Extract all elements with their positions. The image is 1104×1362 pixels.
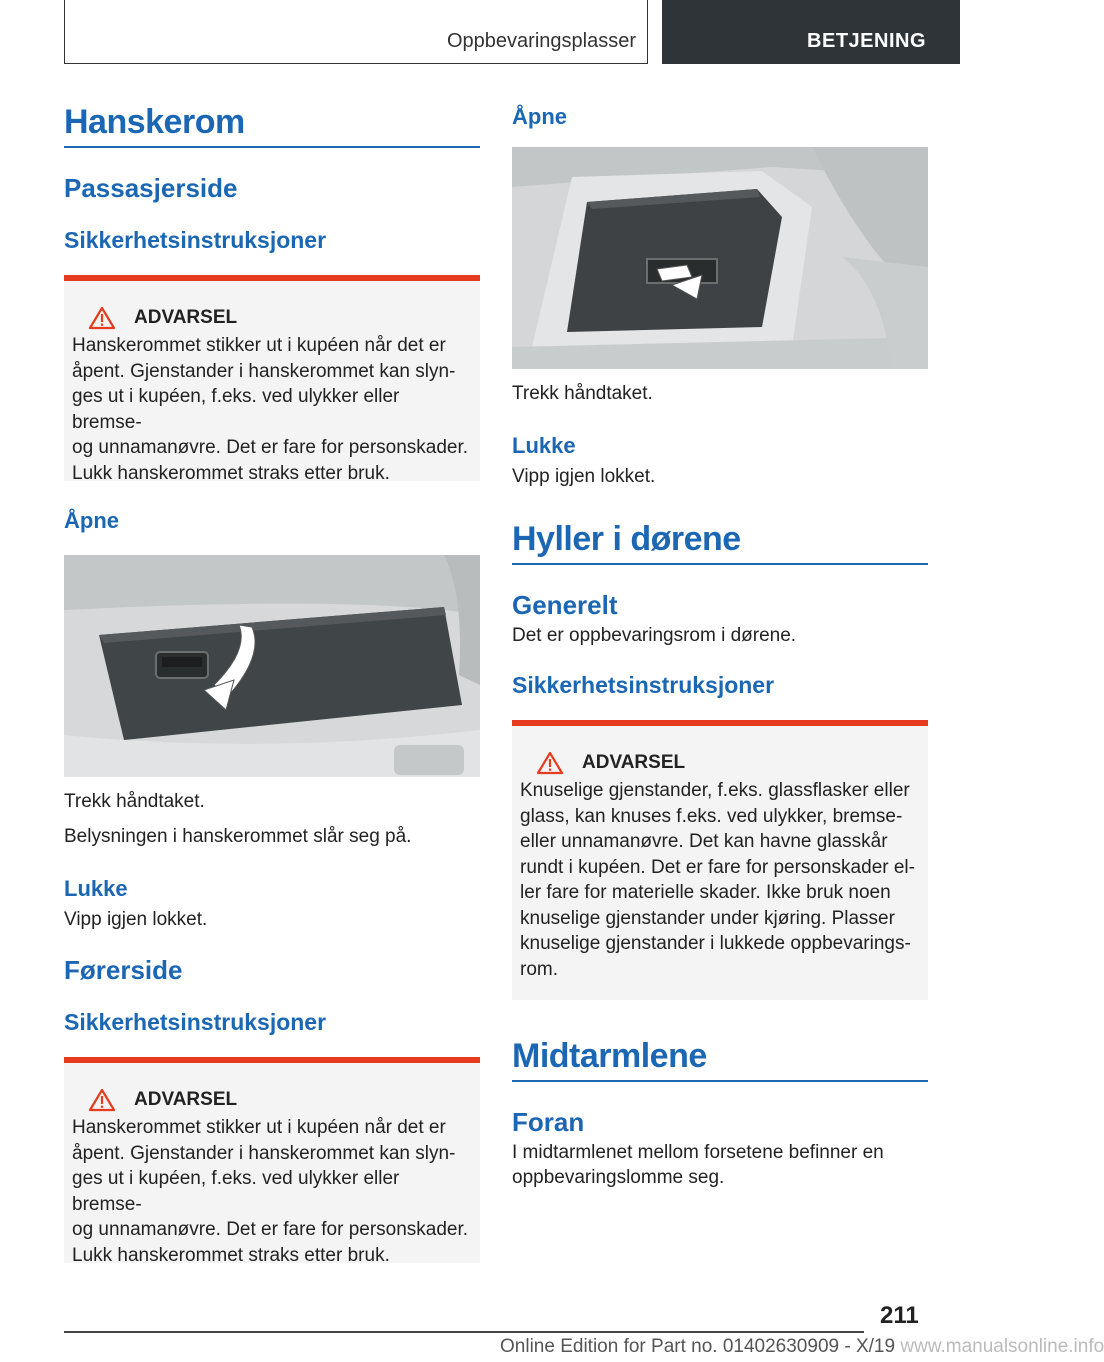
warning-line: Lukk hanskerommet straks etter bruk.	[72, 462, 390, 484]
warning-line: rom.	[520, 958, 558, 980]
warning-header	[520, 748, 920, 778]
close-instruction: Vipp igjen lokket.	[512, 466, 656, 487]
footer-edition	[500, 1336, 1104, 1358]
left-column	[64, 100, 480, 1266]
right-column	[512, 100, 928, 1190]
heading-safety-instructions: Sikkerhetsinstruksjoner	[64, 227, 327, 253]
front-text-line: I midtarmlenet mellom forsetene befinner en	[512, 1142, 884, 1163]
section-title-door-shelves: Hyller i dørene	[512, 520, 741, 558]
footer-rule	[64, 1331, 864, 1333]
section-title-center-armrest: Midtarmlene	[512, 1037, 707, 1075]
general-text: Det er oppbevaringsrom i dørene.	[512, 625, 797, 646]
front-text	[512, 1140, 928, 1190]
section-title-glovebox: Hanskerom	[64, 103, 245, 141]
warning-line: åpent. Gjenstander i hanskerommet kan slyn-	[72, 1142, 456, 1164]
warning-line: Hanskerommet stikker ut i kupéen når det er	[72, 335, 446, 356]
heading-open: Åpne	[512, 104, 567, 129]
heading-open: Åpne	[64, 508, 119, 533]
warning-box	[512, 720, 928, 1000]
heading-close: Lukke	[64, 876, 128, 901]
heading-close: Lukke	[512, 433, 576, 458]
warning-line: og unnamanøvre. Det er fare for personskader.	[72, 437, 469, 458]
warning-line: rundt i kupéen. Det er fare for personskader el-	[520, 856, 915, 878]
warning-triangle-icon	[88, 1088, 116, 1112]
title-rule	[512, 563, 928, 565]
heading-safety-instructions: Sikkerhetsinstruksjoner	[512, 672, 775, 698]
close-instruction: Vipp igjen lokket.	[64, 909, 208, 930]
warning-line: glass, kan knuses f.eks. ved ulykker, bremse-	[520, 805, 903, 827]
heading-safety-instructions: Sikkerhetsinstruksjoner	[64, 1009, 327, 1035]
warning-label: ADVARSEL	[134, 1089, 238, 1110]
heading-passenger-side: Passasjerside	[64, 173, 238, 203]
glovebox-passenger-illustration	[64, 555, 480, 777]
heading-front: Foran	[512, 1107, 585, 1137]
footer-site-watermark: www.manualsonline.info	[900, 1336, 1104, 1357]
title-rule	[512, 1080, 928, 1082]
warning-line: ges ut i kupéen, f.eks. ved ulykker eller bremse-	[72, 386, 400, 433]
glovebox-passenger-image	[64, 555, 480, 777]
header-chapter-tab	[662, 0, 960, 64]
warning-line: knuselige gjenstander under kjøring. Plasser	[520, 907, 895, 929]
warning-triangle-icon	[88, 306, 116, 330]
front-text-line: oppbevaringslomme seg.	[512, 1167, 725, 1188]
title-rule	[64, 146, 480, 148]
warning-line: ges ut i kupéen, f.eks. ved ulykker eller bremse-	[72, 1168, 400, 1215]
header-section-title: Oppbevaringsplasser	[447, 30, 636, 52]
warning-box	[64, 275, 480, 484]
glovebox-driver-image	[512, 147, 928, 369]
warning-line: ler fare for materielle skader. Ikke bruk noen	[520, 882, 891, 903]
open-instruction: Trekk håndtaket.	[512, 383, 653, 404]
warning-line: åpent. Gjenstander i hanskerommet kan slyn-	[72, 360, 456, 382]
warning-line: knuselige gjenstander i lukkede oppbevarings-	[520, 933, 911, 954]
warning-line: Hanskerommet stikker ut i kupéen når det er	[72, 1117, 446, 1138]
warning-header	[72, 1085, 472, 1115]
warning-text	[520, 778, 920, 982]
page-number: 211	[880, 1302, 919, 1329]
warning-label: ADVARSEL	[134, 307, 238, 328]
glovebox-driver-illustration	[512, 147, 928, 369]
warning-triangle-icon	[536, 751, 564, 775]
open-light-note: Belysningen i hanskerommet slår seg på.	[64, 826, 412, 847]
warning-box	[64, 1057, 480, 1266]
warning-line: Lukk hanskerommet straks etter bruk.	[72, 1244, 390, 1266]
warning-label: ADVARSEL	[582, 752, 686, 773]
warning-line: og unnamanøvre. Det er fare for personskader.	[72, 1219, 469, 1240]
footer-edition-text: Online Edition for Part no. 01402630909 - X/19	[500, 1336, 896, 1357]
warning-text	[72, 333, 472, 486]
header-chapter-label: BETJENING	[807, 30, 926, 52]
warning-line: Knuselige gjenstander, f.eks. glassflasker eller	[520, 780, 910, 801]
heading-general: Generelt	[512, 590, 618, 620]
open-instruction: Trekk håndtaket.	[64, 791, 205, 812]
warning-line: eller unnamanøvre. Det kan havne glasskår	[520, 831, 888, 852]
heading-driver-side: Førerside	[64, 955, 183, 985]
warning-text	[72, 1115, 472, 1268]
warning-header	[72, 303, 472, 333]
